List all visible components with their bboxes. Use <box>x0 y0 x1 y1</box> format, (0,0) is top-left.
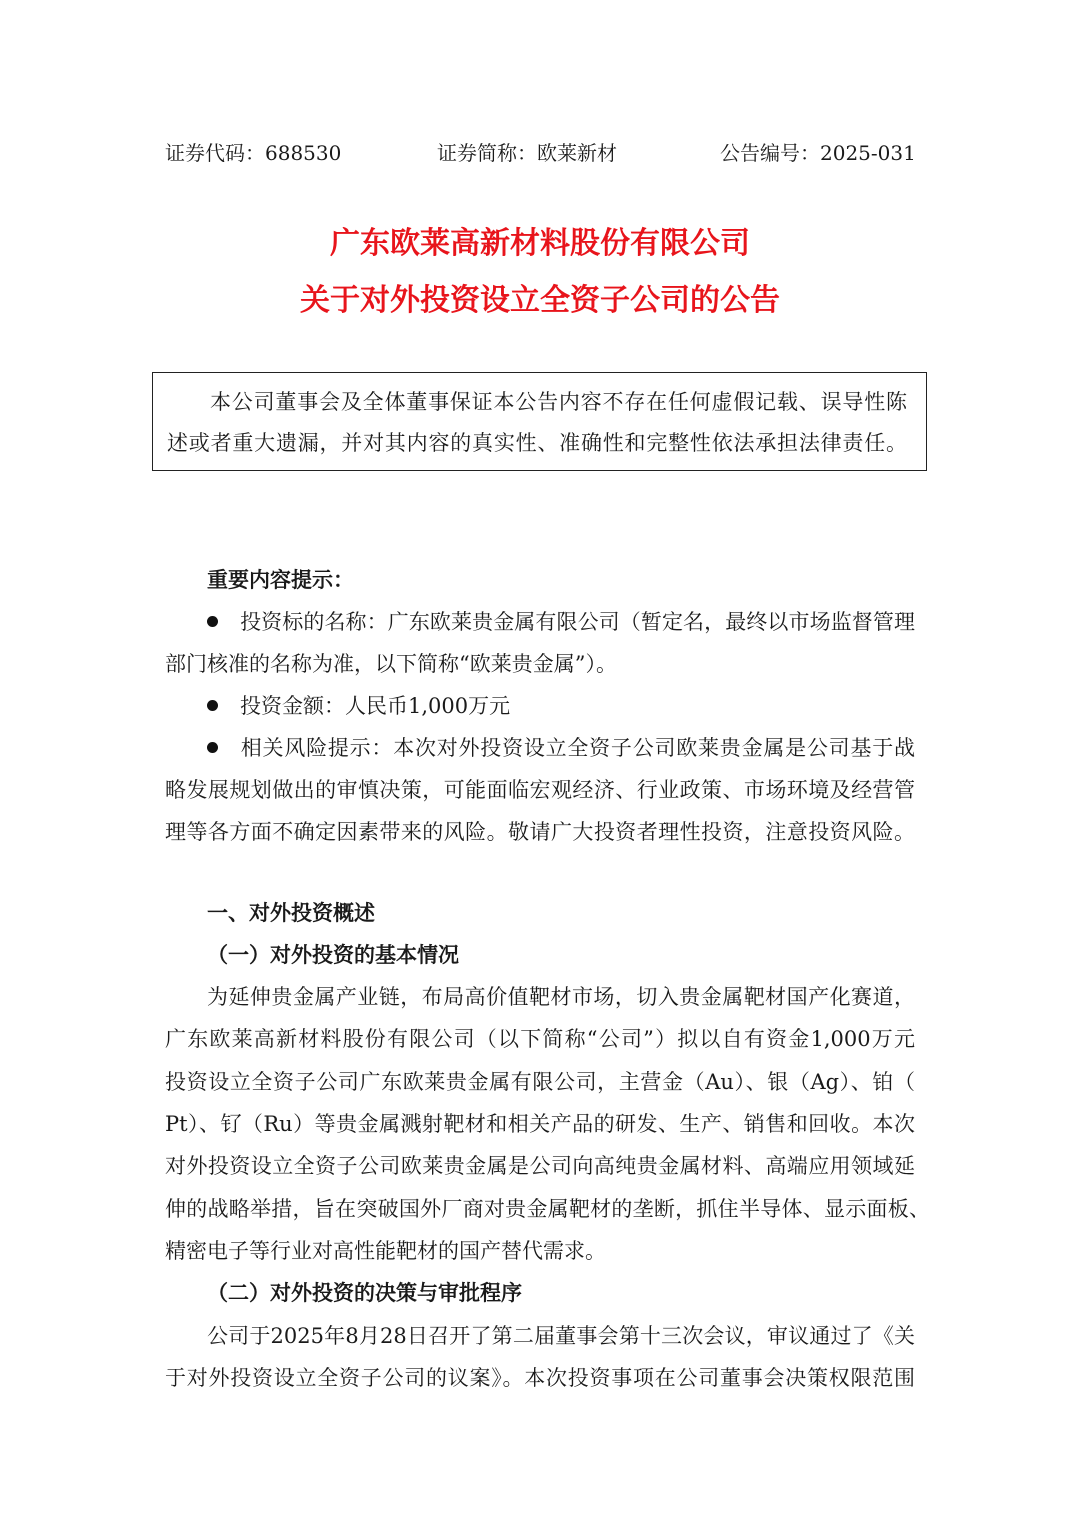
subsection-heading: （二）对外投资的决策与审批程序 <box>207 1280 522 1305</box>
bullet-icon <box>207 700 218 711</box>
subsection-heading: （一）对外投资的基本情况 <box>207 942 459 967</box>
paragraph-line: 对外投资设立全资子公司欧莱贵金属是公司向高纯贵金属材料、高端应用领域延 <box>165 1154 915 1178</box>
paragraph-line: 公司于2025年8月28日召开了第二届董事会第十三次会议，审议通过了《关 <box>207 1324 915 1348</box>
section-heading: 一、对外投资概述 <box>207 900 375 925</box>
paragraph-line: 为延伸贵金属产业链，布局高价值靶材市场，切入贵金属靶材国产化赛道， <box>207 985 915 1009</box>
highlight-line: 部门核准的名称为准，以下简称“欧莱贵金属”）。 <box>165 652 617 676</box>
highlight-text: 投资标的名称：广东欧莱贵金属有限公司（暂定名，最终以市场监督管理 <box>240 610 915 634</box>
paragraph-line: 广东欧莱高新材料股份有限公司（以下简称“公司”）拟以自有资金1,000万元 <box>165 1027 915 1051</box>
paragraph-line: Pt）、钌（Ru）等贵金属溅射靶材和相关产品的研发、生产、销售和回收。本次 <box>165 1112 915 1136</box>
title-line-1: 广东欧莱高新材料股份有限公司 <box>330 226 750 261</box>
highlight-item <box>207 607 915 637</box>
header-stock-name: 证券简称：欧莱新材 <box>437 141 617 165</box>
highlight-text: 投资金额：人民币1,000万元 <box>240 694 511 718</box>
paragraph-line: 精密电子等行业对高性能靶材的国产替代需求。 <box>165 1239 606 1263</box>
header-notice-number: 公告编号：2025-031 <box>720 141 916 165</box>
title-line-2: 关于对外投资设立全资子公司的公告 <box>300 283 780 318</box>
disclaimer-line: 述或者重大遗漏，并对其内容的真实性、准确性和完整性依法承担法律责任。 <box>167 431 907 455</box>
paragraph-line: 于对外投资设立全资子公司的议案》。本次投资事项在公司董事会决策权限范围 <box>165 1366 915 1390</box>
highlight-line: 略发展规划做出的审慎决策，可能面临宏观经济、行业政策、市场环境及经营管 <box>165 778 915 802</box>
highlight-line: 理等各方面不确定因素带来的风险。敬请广大投资者理性投资，注意投资风险。 <box>165 820 915 844</box>
bullet-icon <box>207 616 218 627</box>
highlights-heading: 重要内容提示： <box>207 567 354 592</box>
bullet-icon <box>207 742 218 753</box>
highlight-item <box>207 691 957 721</box>
paragraph-line: 投资设立全资子公司广东欧莱贵金属有限公司，主营金（Au）、银（Ag）、铂（ <box>165 1070 915 1094</box>
highlight-item <box>207 733 915 763</box>
paragraph-line: 伸的战略举措，旨在突破国外厂商对贵金属靶材的垄断，抓住半导体、显示面板、 <box>165 1197 930 1221</box>
highlight-text: 相关风险提示：本次对外投资设立全资子公司欧莱贵金属是公司基于战 <box>240 736 915 760</box>
header-stock-code: 证券代码：688530 <box>165 141 342 165</box>
disclaimer-line: 本公司董事会及全体董事保证本公告内容不存在任何虚假记载、误导性陈 <box>210 390 907 414</box>
